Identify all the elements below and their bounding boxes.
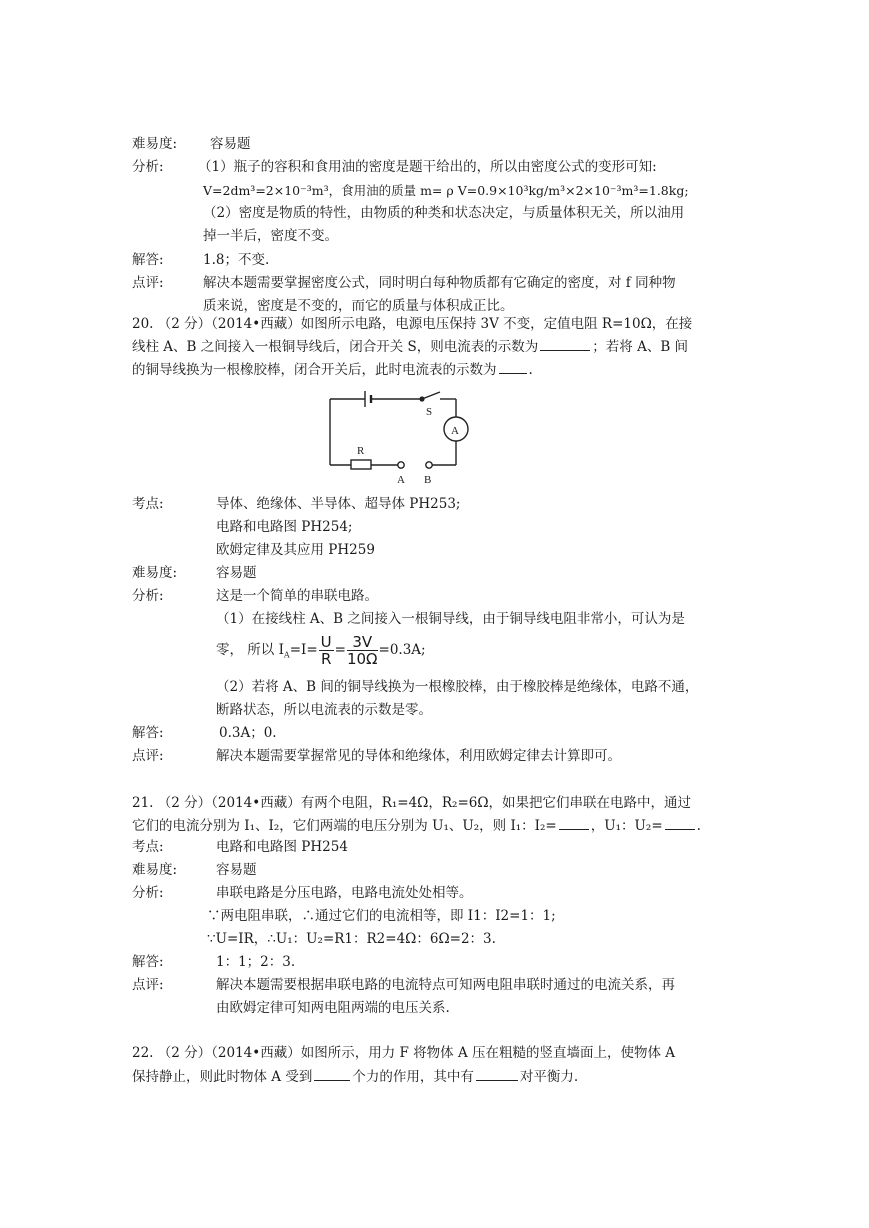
comment-line: 质来说，密度是不变的，而它的质量与体积成正比。 — [203, 298, 514, 314]
terminal-b — [426, 462, 432, 468]
analysis-line: 掉一半后，密度不变。 — [203, 228, 338, 244]
difficulty-label: 难易度: — [132, 862, 178, 878]
analysis-line: ∵U=IR，∴U₁：U₂=R1：R2=4Ω：6Ω=2：3. — [207, 931, 496, 947]
answer-label: 解答: — [132, 252, 164, 268]
analysis-label: 分析: — [132, 588, 164, 604]
difficulty-value: 容易题 — [216, 565, 257, 581]
answer-blank[interactable] — [540, 335, 590, 351]
fraction-u-over-r: $\frac{U}{R}$ — [320, 632, 332, 668]
answer-label: 解答: — [132, 725, 164, 741]
difficulty-label: 难易度: — [132, 565, 178, 581]
question-stem: 22. （2 分）（2014•西藏）如图所示，用力 F 将物体 A 压在粗糙的竖直墙面上，使物体 A — [132, 1045, 676, 1061]
comment-label: 点评: — [132, 977, 164, 993]
answer-blank[interactable] — [314, 1065, 350, 1081]
analysis-label: 分析: — [132, 885, 164, 901]
analysis-line: ∵两电阻串联，∴通过它们的电流相等，即 I1：I2=1：1; — [207, 908, 556, 924]
question-stem: 21. （2 分）（2014•西藏）有两个电阻，R₁=4Ω，R₂=6Ω，如果把它们串联在电路中，通过 — [132, 795, 692, 811]
comment-line: 解决本题需要掌握常见的导体和绝缘体，利用欧姆定律去计算即可。 — [216, 748, 621, 764]
comment-line: 解决本题需要根据串联电路的电流特点可知两电阻串联时通过的电流关系，再 — [216, 977, 675, 993]
question-stem: 对平衡力. — [519, 1069, 579, 1085]
terminal-b-label: B — [424, 474, 432, 485]
resistor — [351, 460, 371, 469]
analysis-line: （1）在接线柱 A、B 之间接入一根铜导线，由于铜导线电阻非常小，可认为是 — [216, 611, 685, 627]
answer-blank[interactable] — [559, 814, 589, 830]
q20-analysis-formula-row: 零， 所以 $I_A=I=$ $\frac{U}{R}$ = $\frac{3V}{10\Omega}$ =0.3A; — [216, 632, 426, 668]
question-stem: 的铜导线换为一根橡胶棒，闭合开关后，此时电流表的示数为 — [132, 362, 497, 378]
analysis-line: 断路状态，所以电流表的示数是零。 — [216, 702, 432, 718]
question-stem: . — [696, 818, 701, 834]
analysis-line: （1）瓶子的容积和食用油的密度是题干给出的，所以由密度公式的变形可知: — [198, 159, 657, 175]
analysis-line: （2）密度是物质的特性，由物质的种类和状态决定，与质量体积无关，所以油用 — [203, 205, 685, 221]
answer-value: 1：1；2：3. — [216, 954, 296, 970]
comment-line: 由欧姆定律可知两电阻两端的电压关系. — [216, 1000, 450, 1016]
terminal-a-label: A — [397, 474, 405, 485]
comment-label: 点评: — [132, 275, 164, 291]
question-stem: 它们的电流分别为 I₁、I₂，它们两端的电压分别为 U₁、U₂，则 I₁：I₂= — [132, 818, 557, 834]
comment-label: 点评: — [132, 748, 164, 764]
topic-line: 电路和电路图 PH254 — [216, 839, 348, 855]
answer-blank[interactable] — [665, 814, 695, 830]
formula-text: =0.3A; — [378, 642, 426, 658]
question-stem: . — [528, 362, 533, 378]
question-stem: 线柱 A、B 之间接入一根铜导线后，闭合开关 S，则电流表的示数为 — [132, 339, 539, 355]
answer-blank[interactable] — [476, 1065, 518, 1081]
terminal-a — [398, 462, 404, 468]
question-stem: 个力的作用，其中有 — [352, 1069, 474, 1085]
analysis-line: 串联电路是分压电路，电路电流处处相等。 — [216, 885, 473, 901]
switch-label: S — [426, 406, 433, 418]
question-stem: 20. （2 分）（2014•西藏）如图所示电路，电源电压保持 3V 不变，定值电阻 R=10Ω，在接 — [132, 316, 693, 332]
topic-line: 导体、绝缘体、半导体、超导体 PH253; — [216, 496, 461, 512]
difficulty-value: 容易题 — [216, 862, 257, 878]
analysis-label: 分析: — [132, 159, 164, 175]
formula-subscript: A — [283, 650, 290, 660]
topic-line: 电路和电路图 PH254; — [216, 519, 353, 535]
resistor-label: R — [357, 445, 365, 457]
formula-text: =I= — [289, 642, 318, 658]
topic-label: 考点: — [132, 839, 164, 855]
switch-pivot — [419, 396, 424, 401]
circuit-diagram — [328, 388, 473, 485]
answer-label: 解答: — [132, 954, 164, 970]
difficulty-label: 难易度: — [132, 136, 178, 152]
formula-text: 零， 所以 I — [216, 642, 284, 658]
ammeter-label: A — [451, 425, 459, 437]
analysis-line: V=2dm³=2×10⁻³m³，食用油的质量 m= ρ V=0.9×10³kg/m³×2×10⁻³m³=1.8kg; — [203, 183, 689, 198]
question-stem: ，U₁：U₂= — [590, 818, 663, 834]
analysis-line: 这是一个简单的串联电路。 — [216, 588, 378, 604]
topic-label: 考点: — [132, 496, 164, 512]
answer-value: 0.3A；0. — [219, 725, 277, 741]
fraction-3v-over-10ohm: $\frac{3V}{10\Omega}$ — [346, 632, 378, 668]
answer-blank[interactable] — [499, 358, 527, 374]
question-stem: ；若将 A、B 间 — [592, 339, 689, 355]
answer-value: 1.8；不变. — [203, 252, 270, 268]
difficulty-value: 容易题 — [210, 136, 251, 152]
analysis-line: （2）若将 A、B 间的铜导线换为一根橡胶棒，由于橡胶棒是绝缘体，电路不通， — [216, 679, 699, 695]
comment-line: 解决本题需要掌握密度公式，同时明白每种物质都有它确定的密度，对 f 同种物 — [203, 275, 676, 291]
topic-line: 欧姆定律及其应用 PH259 — [216, 542, 375, 558]
question-stem: 保持静止，则此时物体 A 受到 — [132, 1069, 313, 1085]
switch-blade — [422, 392, 440, 399]
